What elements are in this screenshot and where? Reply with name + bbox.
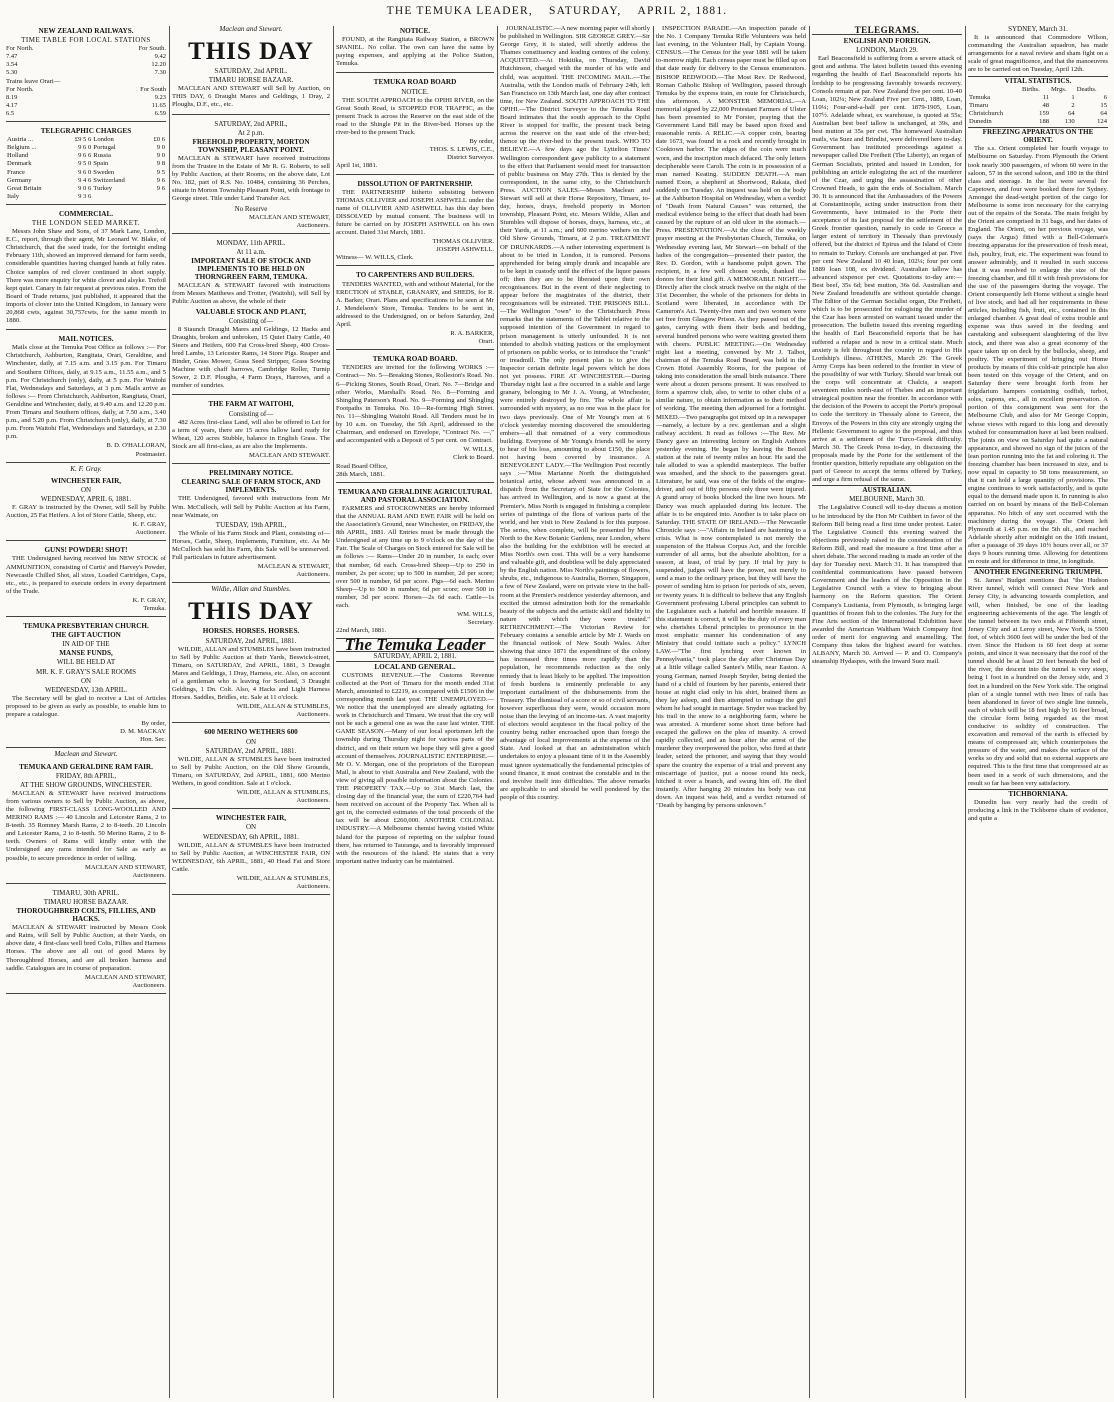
railway-row: 3.54 12.20 [6, 61, 166, 69]
ad-title: WINCHESTER FAIR, [215, 814, 287, 823]
article-text: Earl Beaconsfield is suffering from a severe attack of gout and asthma. The latest bulletin issued this evening regarding the health of Earl Beaconsfield reports his lordship to be progressing favorably towards recovery. Consols remain at par. New Zealand five per cent. 10-40 Loan, 102¼; New Zealand Five per Cent., 1889, Loan, 110¼; Four-and-a-half per cent. 1879-1905, Loan, 107½. Adelaide wheat, ex warehouse, is quoted at 55s; Australian best beef tallow is unchanged, at 39s, and best mutton at 35s per cwt. The homeward Australian mails, via Suez and Brindisi, were delivered here to-day. Government has instituted proceedings against a newspaper called Die Freiheit (The Liberty), an organ of German Socialists, printed and issued in London, for publishing an article eulogizing the act of the murderer of the Czar, and urging the assassination of other Crowned Heads, to gain the ends of Socialism. March 30. It is announced that the Ambassadors of the Powers at Constantinople, acting under instruction from their Governments, have intimated to the Porte their acceptance of its last proposal for the settlement of the Greek frontier question, namely to cede to Greece a larger extent of territory in Thessaly than previously offered, but the district of Epirus and the Island of Crete to remain to Turkey. Consols are unchanged at par. Five per cent New Zealand 10 40 loan, 102¼; four per cent 1889 loan 108, ex dividend. Australian tallow has advanced sixpence per cwt. Quotations to-day are:—Best beef, 35s 6d; best mutton, 36s 6d. Australian and New Zealand breadstuffs are without quotable change. The Editor of the German Socialist organ, Die Freiheit, which is to be prosecuted for eulogising the murder of the Czar has been arrested on warrant issued under the prosecution. The bulletin issued this evening regarding the health of Earl Beaconsfield reports that he has suffered a relapse and is now in a critical state. Much anxiety is felt throughout the country in regard to His Lordship's illness. ATHENS, March 29. The Greek Army Corps has been ordered to the frontier in view of the possibility of war with Turkey. Should war break out the corps will concentrate at Chalcis, a seaport seventeen miles north-east of Thebes and an important strategical position near the frontier. In accordance with the decision of the Powers to accept the Porte's proposal to cede the territory in Thessaly alone to Greece, the Envoys of the Powers in this city are strongly urging the Hellenic Government to agree to the proposal, and thus arrive at a settlement of the Turco-Greek difficulty. March 30. The Greek Press to-day, in discussing the proposals made by the Porte for the settlement of the frontier question, bitterly repudiate any obligation on the part of Greece to accept the terms offered by Turkey, and urge a firm refusal of the same. [812, 55, 962, 484]
railway-header: For North. For South. [6, 45, 166, 53]
ram-fair-ad: TEMUKA AND GERALDINE RAM FAIR. FRIDAY, 8th APRIL, AT THE SHOW GROUNDS, WINCHESTER. MACLEAN & STEWART have received instructions from various owners to Sell by Public Auction, as above, the following FIRST-CLASS LONG-WOOLLED AND MERINO RAMS :— 40 Lincoln and Leicester Rams, 2 to 8-teeth. 35 Romney Marsh Rams, 2 to 8-teeth. 20 Lincoln and Leicester Rams, 2 to 8-teeth. 50 Merino Rams, 2 to 8-teeth. Owners of Rams will kindly enter with the Undersigned any rams intended for Sale as early as possible, to secure precedence in order of selling. MACLEAN AND STEWART, Auctioneers. [6, 760, 166, 884]
this-day-heading: THIS DAY [188, 38, 314, 66]
found-notice [336, 24, 494, 73]
ad-date: SATURDAY, 2nd APRIL, 1881. [205, 636, 297, 645]
table-row: Germany 9 4 6 Switzerland 9 6 [7, 176, 165, 184]
ad-text: MACLEAN & STEWART have received instructions from various owners to Sell by Public Auction, as above, the following FIRST-CLASS LONG-WOOLLED AND MERINO RAMS :— 40 Lincoln and Leicester Rams, 2 to 8-teeth. 35 Romney Marsh Rams, 2 to 8-teeth. 20 Lincoln and Leicester Rams, 2 to 8-teeth. 50 Merino Rams, 2 to 8-teeth. Owners of Rams will kindly enter with the Undersigned any rams intended for Sale as early as possible, to secure precedence in order of selling. [6, 789, 166, 862]
ad-signature: K. F. GRAY, [132, 596, 166, 604]
ad-date: FRIDAY, 8th APRIL, [55, 771, 117, 780]
table-row: Denmark 9 5 0 Spain 9 8 [7, 160, 165, 168]
ad-date: SATURDAY, 2nd APRIL, 1881. [205, 746, 297, 755]
article-text: The Legislative Council will to-day discuss a motion to be introduced by the Hon Mr Cuthbert in favor of the Reform Bill being read a first time under protest. Later. The Legislative Council this evening waived the objections previously raised to the consideration of the Reform Bill, and read the measure a first time after a short debate. The second reading is made an order of the day for Tuesday next. March 31. It has transpired that confidential communications have passed between Government and the leaders of the Opposition in the Legislative Council with a view to bringing about harmony on the Reform question. The Orient Company's Lusitania, from Plymouth, is bringing large quantities of frozen fish to the colonies. The Jury for the Fine Arts section of the International Exhibition have awarded the American Waltham Watch Company first order of merit for engraving and enamelling. The Company thus takes the highest award for watches. ALBANY, March 30. Arrived — P. and O. Company's steamship Hydaspes, with the inward Suez mail. [812, 504, 962, 666]
ad-title: WINCHESTER FAIR, [50, 476, 122, 485]
column-rule [169, 26, 170, 1398]
ad-date: 28th March, 1881. [336, 470, 385, 478]
column-rule [809, 26, 810, 1398]
column-4 [500, 24, 650, 1396]
ad-text: MACLEAN AND STEWART will Sell by Auction, on THIS DAY, 6 Draught Mares and Geldings, 1 Dray, 2 Ploughs, D.F., etc., etc. [172, 85, 330, 109]
this-day-horses-ad: THIS DAY HORSES. HORSES. HORSES. SATURDAY, 2nd APRIL, 1881. WILDIE, ALLAN and STUMBLES have been instructed to Sell by Public Auction at their Yards, Beswick-street, Timaru, on SATURDAY, 2nd APRIL, 1881, 3 Draught Mares and Geldings, 1 Dray, Harness, etc. Also, on account of a gentleman who is leaving for Scotland, 3 Draught Geldings, 1 Dn. Colt. Also, 4 Hacks and Light Harness Horses. Saddles, Bridles, etc. Sale at 11 o'clock. WILDIE, ALLAN & STUMBLES, Auctioneers. [172, 594, 330, 723]
column-rule [653, 26, 654, 1398]
timaru-ad: TIMARU, 30th APRIL. TIMARU HORSE BAZAAR. THOROUGHBRED COLTS, FILLIES, AND HACKS. MACLEAN & STEWART instructed by Messrs Cook and Rains, will Sell by Public Auction, at their Yards, on above date, 4 first-class well bred Colts, Fillies and Harness Horses. The above are all out of good Mares by Thoroughbred Horses, and are all broken harness and saddle. Catalogues are in course of preparation. MACLEAN AND STEWART, Auctioneers. [6, 886, 166, 994]
table-row: Timaru 48 2 15 [969, 101, 1107, 109]
winchester-ad: WINCHESTER FAIR, ON WEDNESDAY, 6th APRIL, 1881. WILDIE, ALLAN & STUMBLES have been instructed to Sell by Public Auction, at WINCHESTER FAIR, ON WEDNESDAY, 6th APRIL, 1881, 40 Head Fat and Store Cattle. WILDIE, ALLAN & STUMBLES, Auctioneers. [172, 811, 330, 895]
mail-text: Mails close at the Temuka Post Office as follows :— For Christchurch, Ashburton, Rangitata, Orari, Geraldine, and Winchester, daily, at 7.15 a.m. and 3.15 p.m. For Timaru and Southern Offices, daily, at 9.15 a.m., 11.55 a.m., and 5 p.m. For Christchurch (only), daily, at 5 p.m. For Waitohi Flat, Wednesdays and Saturdays, at 3 p.m. Mails arrive as follows :— From Christchurch, Ashburton, Rangitata, Orari, Geraldine and Winchester, daily, at 9.40 a.m. and 12.20 p.m. From Timaru and Southern offices, daily, at 7.50 a.m., 3.40 p.m., and 5.20 p.m. From Christchurch (only), daily, at 7.30 p.m. From Waitohi Flat, Wednesdays and Saturdays, at 2.30 p.m. [6, 344, 166, 441]
ad-signature: MACLEAN & STEWART, [257, 563, 330, 571]
ad-text: 482 Acres first-class Land, will also be offered to Let for a term of years, there are 15 acres fallow land ready for Wheat, 120 acres Stubble, balance in English Grass. The Stock are all first-class, as are also the Implements. [172, 418, 330, 450]
ad-date: TIMARU, 30th APRIL. [52, 888, 120, 897]
ad-text: THE PARTNERSHIP hitherto subsisting between THOMAS OLLIVIER and JOSEPH ASHWELL under the name of OLLIVIER AND ASHWELL has this day been DISSOLVED by mutual consent. The business will in future be carried on by JOSEPH ASHWELL on his own account. Dated 31st March, 1881. [336, 188, 494, 237]
ad-text: TENDERS WANTED, with and without Material, for the ERECTION of STABLE, GRANARY, and SHEDS, for R. A. Barker, Orari. Plans and specifications to be seen at Mr J. Mendelson's Store, Temuka. Tenders to be sent in, addressed to the Undersigned, on or before Saturday, 2nd April. [336, 280, 494, 328]
table-row: Temuka 11 1 6 [969, 93, 1107, 101]
ad-text: THE Undersigned, favored with instructions from Mr Wm. McCulloch, will Sell by Public Auction at his Farm, near Waimate, on [172, 495, 330, 519]
railway-leave: Trains leave Orari— [6, 77, 61, 85]
column-rule [333, 26, 334, 1398]
railway-row: 8.19 9.23 [6, 93, 166, 101]
dateline: LONDON, March 29. [856, 46, 918, 55]
column-7 [968, 24, 1108, 1396]
ad-title: IMPORTANT SALE OF STOCK AND IMPLEMENTS TO BE HELD ON THORNGREEN FARM, TEMUKA. [191, 256, 311, 282]
ad-signature: MACLEAN AND STEWART. [249, 452, 330, 460]
winchester-fair-ad: WINCHESTER FAIR, ON WEDNESDAY, APRIL 6, 1881. F. GRAY is instructed by the Owner, will Sell by Public Auction, 25 Fat Heifers. A lot of Store Cattle, Sheep, etc. K. F. GRAY, Auctioneer. [6, 474, 166, 542]
advertiser-header: Wildie, Allan and Stumbles. [211, 585, 291, 594]
ad-title: TEMUKA ROAD BOARD. [372, 355, 458, 364]
commercial-section [6, 207, 166, 330]
church-ad: TEMUKA PRESBYTERIAN CHURCH. THE GIFT AUCTION IN AID OF THE MANSE FUNDS, WILL BE HELD AT MR. K. F. GRAY'S SALE ROOMS ON WEDNESDAY, 13th APRIL. The Secretary will be glad to receive a List of Articles proposed to be given as early as possible, to enable him to prepare a catalogue. By order, D. M. MACKAY Hon. Sec. [6, 619, 166, 748]
ad-text: MACLEAN & STEWART favored with instructions from Messrs Matthews and Trotter, (Waitohi), will Sell by Public Auction as above, the whole of their [172, 282, 330, 306]
ad-title: THE FARM AT WAITOHI, [208, 400, 294, 409]
section-heading: FREEZING APPARATUS ON THE ORIENT. [968, 127, 1108, 144]
ad-text: THE Undersigned having received his NEW STOCK of AMMUNITION, consisting of Curtis' and Harvey's Powder, Newcastle Chilled Shot, all sizes, Loaded Cartridges, Caps, etc., etc., is prepared to execute orders in every department of the Trade. [6, 555, 166, 595]
ad-date: WEDNESDAY, 6th APRIL, 1881. [202, 832, 300, 841]
advertiser-header: K. F. Gray. [70, 464, 102, 473]
section-heading: VITAL STATISTICS. [968, 76, 1108, 85]
ad-title: NOTICE. [399, 27, 431, 35]
ad-title: THOROUGHBRED COLTS, FILLIES, AND HACKS. [16, 907, 156, 924]
table-row: Great Britain 9 0 6 Turkey 9 6 [7, 184, 165, 192]
masthead [0, 0, 1114, 22]
ad-text: F. GRAY is instructed by the Owner, will Sell by Public Auction, 25 Fat Heifers. A lot of Store Cattle, Sheep, etc. [6, 503, 166, 520]
article-text: Dunedin has very nearly had the credit of producing a link in the Tichborne chain of evidence, and quite a [968, 798, 1108, 822]
ad-signature: MACLEAN AND STEWART, [85, 863, 166, 871]
railway-subtitle: TIME TABLE FOR LOCAL STATIONS [21, 36, 151, 45]
ad-title: TEMUKA AND GERALDINE AGRICULTURAL AND PASTORAL ASSOCIATION. [337, 487, 493, 504]
ad-date: SATURDAY, 2nd APRIL, [214, 119, 288, 128]
ad-signature: WILDIE, ALLAN & STUMBLES, [236, 789, 330, 797]
ad-title: HORSES. HORSES. HORSES. [202, 627, 300, 636]
railway-row: 5.30 7.30 [6, 69, 166, 77]
ad-text: TENDERS are invited for the following WORKS :— Contract— No. 5—Breaking Stones, Rolleston's Road. No. 6—Picking Stones, South Road, Orari. No. 7—Bridge and other Works, Marshall's Road. No. 8—Forming and Shingling Paterson's Road. No. 9—Forming and Shingling Footpaths in Temuka. No. 10—Re-forming High Street. No. 11—Shingling Waitohi Road. All Tenders must be in by 10 a.m. on Tuesday, the 5th April, addressed to the Chairman, and endorsed on Envelope, "Contract No. —," and accompanied with a Deposit of 5 per cent. on Contract. [336, 364, 494, 445]
telegraph-title: TELEGRAPHIC CHARGES [40, 127, 132, 136]
railway-timetable [6, 24, 166, 122]
railway-title: NEW ZEALAND RAILWAYS. [38, 27, 134, 35]
ad-date: April 1st, 1881. [336, 162, 378, 170]
column-rule [965, 26, 966, 1398]
dateline: MELBOURNE, March 30. [849, 495, 925, 504]
ad-signature: THOMAS OLLIVIER. [432, 238, 494, 246]
ad-date: WEDNESDAY, 13th APRIL. [44, 685, 128, 694]
ad-signature: MACLEAN AND STEWART, [249, 213, 330, 221]
dissolution-notice: DISSOLUTION OF PARTNERSHIP. THE PARTNERSHIP hitherto subsisting between THOMAS OLLIVIER and JOSEPH ASHWELL under the name of OLLIVIER AND ASHWELL has this day been DISSOLVED by mutual consent. The business will in future be carried on by JOSEPH ASHWELL on his own account. Dated 31st March, 1881. THOMAS OLLIVIER. JOSEPH ASHWELL. Witness— W. WILLS, Clerk. [336, 177, 494, 267]
this-day-ad: THIS DAY SATURDAY, 2nd APRIL. TIMARU HORSE BAZAAR. MACLEAN AND STEWART will Sell by Auction, on THIS DAY, 6 Draught Mares and Geldings, 1 Dray, 2 Ploughs, D.F., etc., etc. [172, 34, 330, 114]
article-text: It is announced that Commodore Wilson, commanding the Australian squadron, has made arrangements for a naval review and sham fight on a scale of great magnificence, and that the manoeuvres are to be carried out on Tuesday, April 12th. [968, 34, 1108, 74]
road-board-notice: TEMUKA ROAD BOARD NOTICE. THE SOUTH APPROACH to the OPIHI RIVER, on the Great South Road, is STOPPED FOR TRAFFIC, as the present Track is across the Reserve on the east side of the road to the Shingle Pit in the River-bed. Horses up the river-bed to the present Track. By order, THOS. S. LEWIS, C.E., District Surveyor. April 1st, 1881. [336, 75, 494, 174]
commercial-text: Messrs John Shaw and Sons, of 37 Mark Lane, London, E.C., report, through their agent, Mr Leonard W. Blake, of Christchurch, that the seed trade, for the fortnight ending February 11th, showed an improved demand for farm seeds, considerable quantities having changed hands at fully rates. Choice samples of red clover continued in short supply. There was more enquiry for white clover and alsyke. Trefoil kept quiet. Canary in fair request at previous rates. From the Board of Trade returns, just published, it appeared that the imports of clover into the United Kingdom, in January were 20,868 cwts, against 30,757cwts, for the same month in 1880. [6, 228, 166, 325]
ad-text: FOUND, at the Rangitata Railway Station, a BROWN SPANIEL. No collar. The own can have the same by paying expenses, and applying at the Police Station, Temuka. [336, 36, 494, 68]
ad-title: FREEHOLD PROPERTY, MORTON TOWNSHIP, PLEASANT POINT. [192, 137, 310, 154]
table-header: Births. Mrgs. Deaths. [1021, 85, 1097, 93]
ad-text: MACLEAN & STEWART have received instructions from the Trustee in the Estate of Mr R. G. Roberts, to sell by Public Auction, at their Rooms, on the above date, Lot No. 182, part of R.S. No. 10484, containing 36 Perches, situate in Morton Township Pleasant Point, with frontage to George street. Title under Land Transfer Act. [172, 154, 330, 203]
column-3 [336, 24, 494, 1396]
ad-signature: MACLEAN AND STEWART, [85, 973, 166, 981]
ad-title: GUNS! POWDER! SHOT! [44, 546, 128, 555]
commercial-subtitle: THE LONDON SEED MARKET. [31, 218, 141, 227]
ad-signature: WILDIE, ALLAN & STUMBLES, [236, 874, 330, 882]
railway-row: 6.5 6.59 [6, 109, 166, 117]
ad-text: WILDIE, ALLAN & STUMBLES have been instructed to Sell by Public Auction, at WINCHESTER FAIR, ON WEDNESDAY, 6th APRIL, 1881, 40 Head Fat and Store Cattle. [172, 841, 330, 873]
ad-title: TEMUKA PRESBYTERIAN CHURCH. [23, 622, 149, 631]
railway-row: 4.17 11.65 [6, 101, 166, 109]
stock-sale-ad: MONDAY, 11th APRIL. At 11 a.m. IMPORTANT SALE OF STOCK AND IMPLEMENTS TO BE HELD ON THORNGREEN FARM, TEMUKA. MACLEAN & STEWART favored with instructions from Messrs Matthews and Trotter, (Waitohi), will Sell by Public Auction as above, the whole of their VALUABLE STOCK AND PLANT, Consisting of— 8 Staunch Draught Mares and Geldings, 12 Hacks and Draughts, broken and unbroken, 15 Quiet Dairy Cattle, 40 Steers and Heifers, 600 Fat Cross-bred Sheep, 400 Cross-bred Lambs, 13 Leicester Rams, 14 Store Pigs. Reaper and Binder, Grass Mower, Grass Seed Stripper, Grass Sowing Machine with chaff harrows, Cambridge Roller, Turnip Sower, 2 D.F. Ploughs, 4 Farm Drays, Harrows, and a number of sundries. [172, 236, 330, 396]
advertiser-header: Maclean and Stewart. [219, 25, 283, 33]
dateline: SYDNEY, March 31. [1008, 25, 1068, 33]
ad-signature: K. F. GRAY, [132, 521, 166, 529]
ad-title: PRELIMINARY NOTICE. [209, 469, 293, 478]
masthead-title: THE TEMUKA LEADER, [386, 5, 533, 17]
section-heading: LOCAL AND GENERAL. [374, 662, 456, 671]
table-row: Belgium ... 9 6 0 Portugal 9 0 [7, 144, 165, 152]
road-board-tenders: TEMUKA ROAD BOARD. TENDERS are invited for the following WORKS :— Contract— No. 5—Breaking Stones, Rolleston's Road. No. 6—Picking Stones, South Road, Orari. No. 7—Bridge and other Works, Marshall's Road. No. 8—Forming and Shingling Paterson's Road. No. 9—Forming and Shingling Footpaths in Temuka. No. 10—Re-forming High Street. No. 11—Shingling Waitohi Road. All Tenders must be in by 10 a.m. on Tuesday, the 5th April, addressed to the Chairman, and endorsed on Envelope, "Contract No. —," and accompanied with a Deposit of 5 per cent. on Contract. W. WILLS, Clerk to Board. Road Board Office, 28th March, 1881. [336, 352, 494, 482]
masthead-day: SATURDAY, [548, 5, 622, 17]
article-text: The s.s. Orient completed her fourth voyage to Melbourne on Saturday. From Plymouth the Orient took nearly 300 passengers, of whom 60 were in the saloon, 57 in the second saloon, and 180 in the third class and steerage. In the list were several for Capetown, and four were booked there for Sydney. Amongst the dead-weight portion of the cargo for Melbourne is some iron necessary for the carrying out of the repairs of the Sorata. The main freight by the Orient are comprised in 31 bags, and her dates of England. The Orient, on her previous voyage, was (says the Argus) fitted with a Bell-Coleman's freezing apparatus for the preservation of fresh meat, fish, poultry, fruit, etc. The experiment was found to answer admirably, and it resulted in such success that it was resolved to enlarge the size of the freezing chamber, and fill it with fresh provisions for the use of the passengers during the voyage. The Orient consequently left Home without a single head of live stock, and had all her requirements in these articles, including fish, fruit, etc., contained in this enlarged chamber. A great deal of extra trouble and expense was thus saved in the feeding and caretaking and subsequent slaughtering of the live stock, and there was also a great economy of the space taken up on deck by the bullocks, sheep, and poultry. The experiment of bringing out Home products by means of this cold-air principle has also been tested on this voyage of the Orient, and on Saturday there were brought forth from her frigidarium hampers containing codfish, turbot, soles, capons, etc., all in excellent preservation. A portion of this consignment was sent for the Melbourne Club, and also for Mr George Coppin, whose views with regard to this long and devoutly wished for consummation have at last been realised. The joints on view on Saturday had quite a natural appearance, and showed no sign of the juices of the lean portion running into the fat and coloring it. The freezing chamber has been increased in size, and is now equal in capacity to 58 tons measurement, so that it can hold a large quantity of provisions. The engine continues to work satisfactorily, and is quite equal to the demand made upon it. In running is also carried on on board by means of the Bell-Coleman apparatus. No hitch of any sort occurred with the machinery during the voyage. The Orient left Plymouth at 1.45 p.m. on the 5th ult., and reached Adelaide shortly after midnight on the 16th instant, after a passage of 39 days 10½ hours over all, or 37 days 9 hours running time. Allowing for detentions en route and for difference in time, in longitude. [968, 145, 1108, 566]
preliminary-notice: PRELIMINARY NOTICE. CLEARING SALE OF FARM STOCK, AND IMPLEMENTS. THE Undersigned, favored with instructions from Mr Wm. McCulloch, will Sell by Public Auction at his Farm, near Waimate, on TUESDAY, 19th APRIL, The Whole of his Farm Stock and Plant, consisting of— Horses, Cattle, Sheep, Implements, Furniture, etc. As Mr McCulloch has sold his Farm, this Sale will be unreserved. Full particulars in future advertisement. MACLEAN & STEWART, Auctioneers. [172, 466, 330, 583]
ad-title: TEMUKA AND GERALDINE RAM FAIR. [19, 762, 153, 771]
article-text: St. James' Budget mentions that "the Hudson River tunnel, which will connect New York and Jersey City, is advancing towards completion, and will, when finished, be one of the leading engineering achievements of the age. The length of the tunnel between its two ends at Fifteenth street, Jersey City and at Leroy street, New York, is 5500 feet, of which 3600 feet will be under the bed of the river. Since the Hudson is 60 feet deep at some points, and since it was necessary that the roof of the tunnel should be at least 20 feet beneath the bed of the river, the descent into the tunnel is very steep, being 1 foot in a hundred on the Jersey side, and 3 feet in a hundred on the New York side. The original plan of a single tunnel with two lines of rails has been abandoned in favor of two single line tunnels, each of which will be 18 feet high by 16 feet broad, the circular form being regarded as the most conducive to solidity of construction. The excavation and removal of the earth is effected by means of compressed air, which counterpoises the pressure of the water, and makes the surface of the works so dry and solid that no external supports are required. This is the first time that compressed air as been used in a work of such dimensions, and the result so far has been very satisfactory. [968, 577, 1108, 787]
ad-signature: D. M. MACKAY [120, 728, 166, 736]
mail-title: MAIL NOTICES. [58, 335, 114, 344]
ad-date: 22nd March, 1881. [336, 627, 387, 635]
ad-title: DISSOLUTION OF PARTNERSHIP. [357, 179, 473, 188]
article-text: JOURNALISTIC.—A new morning paper will shortly be published in Wellington. SIR GEORGE GREY.—Sir George Grey, it is stated, will shortly address the Thames constituency and leading centres of the colony. ACQUITTED.—At Hokitika, on Thursday, David Hutchinson, charged with the murder of his wife and child, was acquitted. THE INCOMING MAIL.—The Australia, with the London mails of February 24th, left San Francisco on 13th March last, one day after contract time, for New Zealand. SOUTH APPROACH TO THE OPIHI.—The District Surveyor to the Temuka Road Board intimates that the south approach to the Opihi River is stopped for traffic, the present track being across the reserve on the east side of the river-bed; thence up the river-bed to the present track. WHO TO BELIEVE.—A few days ago the Lyttelton Times' Wellington correspondent gave publicity to a statement to the effect that Parliament would meet for transaction of public business on May 27th. This is denied by the correspondent, in the same city, to the Christchurch Press. AUCTION SALES.—Messrs Maclean and Stewart will sell at their Horse Repository, Timaru, to-day, horses, drays, freehold property in Morton township, Pleasant Point, etc. Messrs Wildie, Allan and Stumbles will dispose of horses, drays, harness, etc., at their Yards, at 11 a.m.; and 600 merino wethers on the Old Show Grounds, Timaru, at 2 p.m. TREATMENT OF DRUNKARDS.—A rather interesting experiment is about to be tried in London, it is rumored. Persons apprehended for being simply drunk and incapable are to be kept in custody until the effect of the liquor passes off; then they are to be liberated upon their own recognisances. But in the event of their neglecting to appear before the magistrates of the district, their recognisances will be estreated. THE PRISONS BILL.—The Wellington "own" to the Christchurch Press remarks that the statements of the Tablet relative to the supposed intention of the Government in regard to prison management is utterly unfounded. It is not intended to abolish visiting justices or the employment of prisoners on public works, or to introduce the "crank" or treadmill. The only present plan is to give the Inspector certain definite legal powers which he does not yet possess. FIRE AT WINCHESTER.—During Thursday night last a fire occurred in a stable and large granary, belonging to Mr J. A. Young, at Winchester, were entirely destroyed by fire. The whole affair is surrounded with mystery, as no one was in the place for two days previously. One of Mr Young's men at 6 o'clock yesterday morning discovered the smouldering embers—all that remained of a very commodious building. Everyone of Mr Young's friends will be sorry to hear of his loss, amounting to about £150, the place not having been covered by insurance. A BENEVOLENT LADY.—The Wellington Post recently says :—"Miss Marianne North the distinguished botanical artist, whose advent was announced in a dispatch from the Secretary of State for the Colonies, has arrived in Wellington, and is now a guest at the Premier's. Miss North is engaged in finishing a complete series of paintings of the flora of various parts of the world, and her visit to New Zealand is for this purpose. The series, when complete, will be presented by Miss North to the Kew Botanic Gardens, near London, where also the building for the exhibition will be erected at Miss North's own cost. This will be a very handsome and valuable gift, and doubtless will be duly appreciated by the English nation. Miss North's paintings of flowers, shrubs, etc., indigenous to Australia, Borneo, Singapore, a few of New Zealand, were on private view in the ball-room at the Premier's residence yesterday afternoon, and excited the utmost admiration both for the remarkable beauty of the subjects and the artistic skill and fidelity to nature with which they were treated." RETRENCHMENT.—The Victorian Review for February contains a sensible article by Mr J. Wards on the financial outlook of New South Wales. After showing that since 1871 the expenditure of the colony has increased three times more rapidly than the population, he recommends reduction as the only remedy that is least likely to be applied. The imposition of fresh burdens is eminently preferable to any important curtailment of the disbursements from the Treasury. The dismissal of a score or so of civil servants, however superfluous they were, would occasion more noise than the levying of an income-tax. A vast majority of electors would acquiesce in the fiscal policy of the country being rather encroached upon than forego the advantage of local improvements at the expense of the State. And looked at that an administration which undertakes to enjoy a pleasant time of it in the Assembly must ignore systematically the fundamental principles of sound finance, it must contrast the constable and in the end involve itself into difficulties. The above remarks are applicable to and should be well pondered by the people of this country. [500, 25, 650, 801]
vital-statistics-table [968, 86, 1108, 126]
railway-row: 7.47 9.42 [6, 53, 166, 61]
ad-signature: WM. WILLS, [456, 611, 494, 619]
masthead-date: APRIL 2, 1881. [637, 5, 728, 17]
ad-date: TUESDAY, 19th APRIL, [215, 520, 287, 529]
advertiser-header: Maclean and Stewart. [54, 750, 118, 759]
table-row: Christchurch 159 64 64 [969, 109, 1107, 117]
table-row: France 9 6 0 Sweden 9 5 [7, 168, 165, 176]
ad-text: FARMERS and STOCKOWNERS are hereby informed that the ANNUAL RAM AND EWE FAIR will be held on the Association's Ground, near Winchester, on FRIDAY, the 8th APRIL, 1881. All Entries must be made through the Undersigned at any time up to 9 o'clock on the day of the Fair. The Scale of Charges on Stock entered for Sale will be as follows :— Rams—Under 20 in number, 1s each; over that number, 6d each. Cross-bred Sheep—Up to 250 in number, 2s per score; up to 500 in number, 2d per score; over 500 in number, 6d per score. Pigs—6d each. Merino Sheep—Up to 500 in number, 6d per score; over 500 in number, 3d per score. Horses—2s 6d each. Cattle—1s each. [336, 504, 494, 609]
ad-list: 8 Staunch Draught Mares and Geldings, 12 Hacks and Draughts, broken and unbroken, 15 Quiet Dairy Cattle, 40 Steers and Heifers, 600 Fat Cross-bred Sheep, 400 Cross-bred Lambs, 13 Leicester Rams, 14 Store Pigs. Reaper and Binder, Grass Mower, Grass Seed Stripper, Grass Sowing Machine with chaff harrows, Cambridge Roller, Turnip Sower, 2 D.F. Ploughs, 4 Farm Drays, Harrows, and a number of sundries. [172, 325, 330, 390]
table-row: Austria ... £9 5 6 London £0 6 [7, 136, 165, 144]
ad-text: WILDIE, ALLAN and STUMBLES have been instructed to Sell by Public Auction at their Yards, Beswick-street, Timaru, on SATURDAY, 2nd APRIL, 1881, 3 Draught Mares and Geldings, 1 Dray, Harness, etc. Also, on account of a gentleman who is leaving for Scotland, 3 Draught Geldings, 1 Dn. Colt. Also, 4 Hacks and Light Harness Horses. Saddles, Bridles, etc. Sale at 11 o'clock. [172, 645, 330, 702]
tenders-ad: TO CARPENTERS AND BUILDERS. TENDERS WANTED, with and without Material, for the ERECTION of STABLE, GRANARY, and SHEDS, for R. A. Barker, Orari. Plans and specifications to be seen at Mr J. Mendelson's Store, Temuka. Tenders to be sent in, addressed to the Undersigned, on or before Saturday, 2nd April. R. A. BARKER, Orari. [336, 268, 494, 350]
subsection-heading: ENGLISH AND FOREIGN. [843, 37, 931, 46]
ad-date: WEDNESDAY, APRIL 6, 1881. [40, 494, 132, 503]
merino-ad: 600 MERINO WETHERS 600 ON SATURDAY, 2nd APRIL, 1881. WILDIE, ALLAN & STUMBLES have been instructed to Sell by Public Auction, on the Old Show Grounds, Timaru, on SATURDAY, 2nd APRIL, 1881, 600 Merino Wethers, in good condition. Sale at 1 o'clock. WILDIE, ALLAN & STUMBLES, Auctioneers. [172, 725, 330, 809]
farm-ad: THE FARM AT WAITOHI, Consisting of— 482 Acres first-class Land, will also be offered to Let for a term of years, there are 15 acres fallow land ready for Wheat, 120 acres Stubble, balance in English Grass. The Stock are all first-class, as are also the Implements. MACLEAN AND STEWART. [172, 397, 330, 464]
ad-text: The Secretary will be glad to receive a List of Articles proposed to be given as early as possible, to enable him to prepare a catalogue. [6, 694, 166, 719]
subsection-heading: AUSTRALIAN. [812, 485, 962, 494]
this-day-heading: THIS DAY [188, 598, 314, 626]
mail-notices [6, 332, 166, 462]
ad-signature: WILDIE, ALLAN & STUMBLES, [236, 703, 330, 711]
guns-ad: GUNS! POWDER! SHOT! THE Undersigned having received his NEW STOCK of AMMUNITION, consisting of Curtis' and Harvey's Powder, Newcastle Chilled Shot, all sizes, Loaded Cartridges, Caps, etc., etc., is prepared to execute orders in every department of the Trade. K. F. GRAY, Temuka. [6, 543, 166, 617]
table-row: Dunedin 188 130 124 [969, 118, 1107, 126]
issue-date: SATURDAY, APRIL 2, 1881. [336, 651, 494, 661]
telegraph-charges [6, 124, 166, 205]
column-1 [6, 24, 166, 1396]
section-heading: TELEGRAMS. [812, 26, 962, 35]
railway-header: For North. For South [6, 85, 166, 93]
article-text: CUSTOMS REVENUE.—The Customs Revenue collected at the Port of Timaru for the month ended 31st March, amounted to £2219, as compared with £1506 in the corresponding month last year. THE UNEMPLOYED.—We notice that the unemployed are already agitating for work in Christchurch and Timaru. We trust that the cry will not be such a general one as was the case last winter. THE GAME SEASON.—Many of our local sportsmen left the township during Thursday night for various parts of the district, and on their return we hope they will give a good account of themselves. JOURNALISTIC ENTERPRISE.—Mr O. V. Morgan, one of the proprietors of the European Mail, is about to visit Australia and New Zealand, with the view of giving all possible information about the Colonies. THE PROPERTY TAX.—Up to 31st March last, the closing day of the financial year, the sum of £220,764 had been received on account of the Property Tax. When all is got in, the corrected estimates of the total proceeds of the tax will be about £260,000. ANOTHER COLONIAL INDUSTRY.—A Melbourne chemist having visited White Island for the purpose of reporting on the sulphur found there, has returned to Tauranga, and is favorably impressed with the resources of the island. He states that a very important native industry can be maintained. [336, 671, 494, 865]
section-heading: ANOTHER ENGINEERING TRIUMPH. [968, 567, 1108, 576]
column-2 [172, 24, 330, 1396]
column-6 [812, 24, 962, 1396]
ad-text: THE SOUTH APPROACH to the OPIHI RIVER, on the Great South Road, is STOPPED FOR TRAFFIC, as the present Track is across the Reserve on the east side of the road to the Shingle Pit in the River-bed. Horses up the river-bed to the present Track. [336, 96, 494, 137]
column-rule [497, 26, 498, 1398]
section-heading: TICHBORNIANA. [968, 789, 1108, 798]
ad-date: MONDAY, 11th APRIL. [216, 238, 286, 247]
ad-text: MACLEAN & STEWART instructed by Messrs Cook and Rains, will Sell by Public Auction, at their Yards, on above date, 4 first-class well bred Colts, Fillies and Harness Horses. The above are all out of good Mares by Thoroughbred Horses, and are all broken harness and saddle. Catalogues are in course of preparation. [6, 924, 166, 972]
ad-title: TEMUKA ROAD BOARD [373, 78, 457, 87]
table-row: Holland 9 6 6 Russia 9 0 [7, 152, 165, 160]
commercial-title: COMMERCIAL. [58, 209, 114, 218]
ad-title: TO CARPENTERS AND BUILDERS. [355, 271, 475, 280]
agricultural-ad: TEMUKA AND GERALDINE AGRICULTURAL AND PASTORAL ASSOCIATION. FARMERS and STOCKOWNERS are hereby informed that the ANNUAL RAM AND EWE FAIR will be held on the Association's Ground, near Winchester, on FRIDAY, the 8th APRIL, 1881. All Entries must be made through the Undersigned at any time up to 9 o'clock on the day of the Fair. The Scale of Charges on Stock entered for Sale will be as follows :— Rams—Under 20 in number, 1s each; over that number, 6d each. Cross-bred Sheep—Up to 250 in number, 2s per score; up to 500 in number, 2d per score; over 500 in number, 6d per score. Pigs—6d each. Merino Sheep—Up to 500 in number, 6d per score; over 500 in number, 3d per score. Horses—2s 6d each. Cattle—1s each. WM. WILLS, Secretary. 22nd March, 1881. [336, 485, 494, 640]
article-text: INSPECTION PARADE.—An inspection parade of the No. 1 Company Temuka Rifle Volunteers was held last evening, in the Volunteer Hall, by Captain Young. CENSUS.—The Census for the year 1881 will be taken to-morrow night. Each census paper must be filled up on that date ready for delivery to the Census enumerators. BISHOP REDWOOD.—The Most Rev. Dr Redwood, Roman Catholic Bishop of Wellington, passed through Temuka by the express train, en route for Christchurch, this afternoon. A MONSTER MEMORIAL.—A memorial signed by 22,000 Protestant Farmers of Ulster has been presented to Mr Forster, praying that the Government Land Bill may be based upon fixed and reasonable rents. A RELIC.—A copper coin, bearing date 1673, was found in a rock and recently brought in Cooktown harbor. The edges of the coin were much worn, and the inscription much defaced. The only letters decipherable were Caroli. The coin is in possession of a man named Keating. SUDDEN DEATH.—A man named Exon, a shepherd at Shortwood, Rakaia, died suddenly on Tuesday. An inquest was held on the body at the Ashburton Hospital on Wednesday, when a verdict of "Death from Natural Causes" was returned, the medical evidence being to the effect that death had been caused by the rupture of an old ulcer in the stomach.—Press. PRESENTATION.—At the close of the weekly prayer meeting at the Presbyterian Church, Temuka, on Wednesday evening last, Mr Stewart—on behalf of the ladies of the congregation—presented their pastor, the Rev. D. Gordon, with a handsome pulpit gown. The recipient, in a few well chosen words, thanked the donors for their kind gift. A MEMORABLE NIGHT.—Directly after the clock struck twelve on the night of the 31st December, the whole of the prisoners for debts in Scotland were liberated, in accordance with Dr Cameron's Act. Twenty-five men and two women were set free from Glasgow Prison. As they passed out of the gates, carrying with them their beds and bedding, several hundred persons who were waiting greeted them with cheers. PUBLIC MEETING.—On Wednesday night last a meeting, convened by Mr J. Talbot, chairman of the Temuka Road Board, was held in the Crown Hotel Assembly Rooms, for the purpose of taking into consideration the small birds nuisance. There were about a dozen persons present. It was resolved to form a sparrow club, also, to write to other clubs of a similar nature, to obtain information as to their method of working. The meeting then adjourned for a fortnight. MIXED.—Two paragraphs got mixed up in a newspaper—namely, a lecture by a rev. gentleman and a slight railway accident. It read as follows :—The Rev. Mr Dancy gave an interesting lecture on English Authors yesterday evening. He began by leaving the Boozel station at the rate of twenty miles an hour. He said the tale alluded to was a splendid masterpiece. The buffer was smashed, and the shock to the passengers great. Literature, he said, was one of the fields of the engine-driver, and out of fifty persons only three were injured. A grand array of books blocked the line two hours. Mr Dancy was much applauded during his lecture. The affair is to be enquired into. Another is to take place on Saturday. THE STATE OF IRELAND.—The Newcastle Chronicle says :—"Affairs in Ireland are hastening to a crisis. What is now contemplated is not merely the suspension of the Habeas Corpus Act, and the forcible surrender of all arms, but the absolute abolition, for a season, at least, of trial by jury. If trial by jury is suspended, judges will have the power, not merely to send a man to the ordinary prison, but they will have the power of sending him to prison for periods of six, seven, or twenty years. It is difficult to believe that any English Government professing Liberal principles can submit to the Legislature such a hateful and horrible measure. If this statement is correct, it will be the duty of every man who cherishes Liberal principles to pronounce in the most emphatic manner his condemnation of any Ministry that could initiate such a policy." LYNCH LAW.—"The first lynching ever known in Pennsylvania," took place the day after Christmas Day at a little village called Santee's Mills, near Easton. A young German, named Joseph Snyder, being denied the hand of a child of fourteen by her parents, entered their house at night clad only in his shirt, brained them as they lay asleep, and then attempted to outrage the girl whom he had sought in marriage. Snyder was tracked by his trail in the snow to a neighboring farm, where he was arrested. A murderer some short time before had escaped the gallows on the plea of insanity. A crowd rapidly collected, and an hour after the arrest of the murderer they overpowered the police, who fired at their leader, seized the prisoner, and saying that they would spare the country the expense of a trial and prevent any miscarriage of justice, put a noose round his neck, hitched it over a branch, and swung him off. He died instantly. After hanging 20 minutes his body was cut down. An inquest was held, and a verdict returned of "Death by hanging by persons unknown." [656, 25, 806, 809]
telegraph-table [6, 136, 166, 201]
column-5 [656, 24, 806, 1396]
mail-signature: B. D. O'HALLORAN, [106, 442, 166, 450]
ad-date: SATURDAY, 2nd APRIL. [214, 67, 288, 76]
ad-signature: W. WILLS, [463, 446, 494, 454]
ad-signature: R. A. BARKER, [450, 330, 494, 338]
ad-text: WILDIE, ALLAN & STUMBLES have been instructed to Sell by Public Auction, on the Old Show Grounds, Timaru, on SATURDAY, 2nd APRIL, 1881, 600 Merino Wethers, in good condition. Sale at 1 o'clock. [172, 755, 330, 788]
freehold-ad: SATURDAY, 2nd APRIL, At 2 p.m. FREEHOLD PROPERTY, MORTON TOWNSHIP, PLEASANT POINT. MACLEAN & STEWART have received instructions from the Trustee in the Estate of Mr R. G. Roberts, to sell by Public Auction, at their Rooms, on the above date, Lot No. 182, part of R.S. No. 10484, containing 36 Perches, situate in Morton Township Pleasant Point, with frontage to George street. Title under Land Transfer Act. No Reserve MACLEAN AND STEWART, Auctioneers. [172, 117, 330, 234]
ad-title: 600 MERINO WETHERS 600 [204, 728, 298, 737]
newspaper-masthead: The Temuka Leader [344, 635, 486, 655]
table-row: Italy 9 3 6 [7, 192, 92, 200]
ad-signature: THOS. S. LEWIS, C.E., [429, 146, 494, 154]
mail-role: Postmaster. [135, 450, 166, 458]
